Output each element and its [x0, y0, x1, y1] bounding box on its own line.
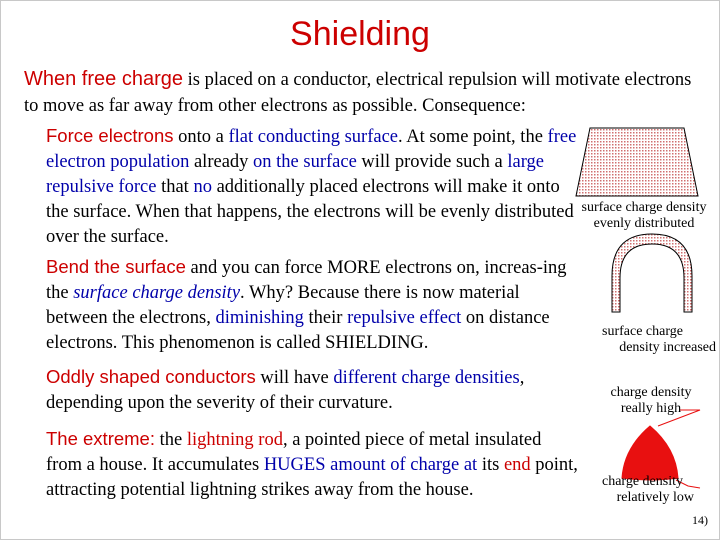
flat-conductor-shape [576, 128, 698, 196]
para1-lead: Force electrons [46, 125, 174, 146]
intro-lead: When free charge [24, 68, 183, 90]
flat-surface-paragraph: Force electrons onto a flat conducting surface. At some point, the free electron population already on the surface will provide such a large repulsive force that no additionally placed electrons will make it onto the surface. When that happens, the electrons will be evenly distributed over the surface. [46, 125, 577, 247]
bend-surface-paragraph: Bend the surface and you can force MORE electrons on, increas-ing the surface charge density. Why? Because there is now material between the electrons, diminishing their repulsive effect on distance electrons. This phenomenon is called SHIELDING. [46, 256, 567, 353]
lightning-rod-shape [622, 426, 678, 480]
para4-lead: The extreme: [46, 428, 155, 449]
intro-rest: is placed on a conductor, electrical repulsion will motivate electrons to move as far away from other electrons as possible. Consequence: [24, 70, 692, 116]
slide-title: Shielding [290, 15, 430, 53]
para2-lead: Bend the surface [46, 256, 186, 277]
base-caption: charge density relatively low [602, 474, 694, 505]
flat-caption: surface charge density evenly distributed [581, 200, 707, 231]
curved-conductor-shape [612, 234, 692, 312]
tip-caption: charge density really high [610, 385, 692, 416]
para3-lead: Oddly shaped conductors [46, 366, 256, 387]
page-number: 14) [692, 513, 708, 527]
curved-caption: surface charge density increased [602, 324, 716, 355]
oddly-shaped-paragraph: Oddly shaped conductors will have different charge densities, depending upon the severity of their curvature. [46, 366, 525, 413]
lightning-rod-paragraph: The extreme: the lightning rod, a pointed piece of metal insulated from a house. It accumulates HUGES amount of charge at its end point, attracting potential lightning strikes away from the house. [46, 428, 578, 500]
